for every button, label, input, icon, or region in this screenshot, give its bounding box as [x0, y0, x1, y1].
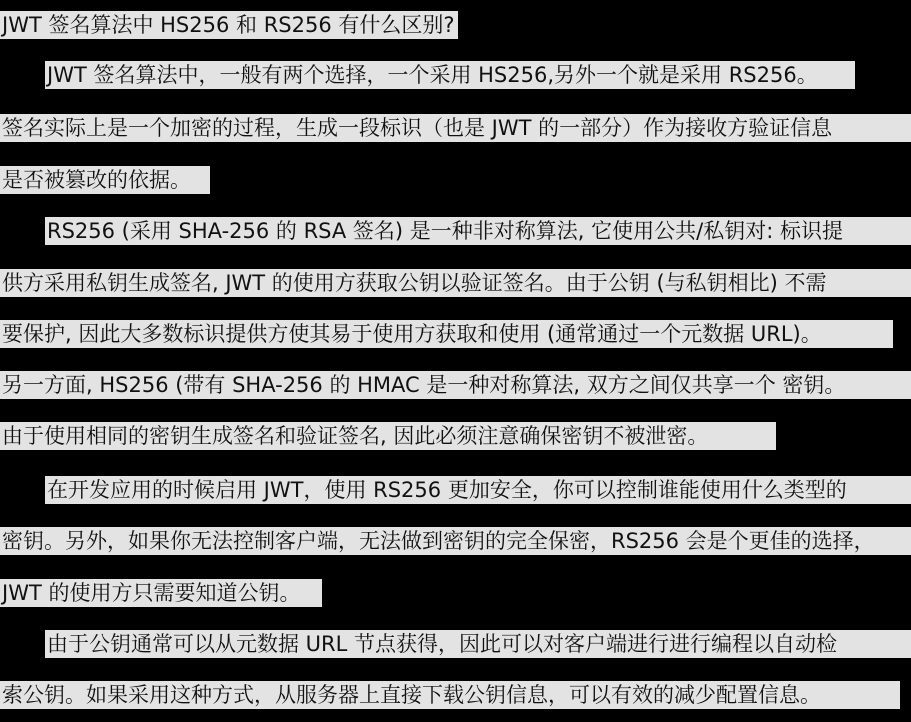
paragraph-line: JWT 的使用方只需要知道公钥。 [0, 579, 322, 607]
paragraph-line: RS256 (采用 SHA-256 的 RSA 签名) 是一种非对称算法, 它使用公共/私钥对: 标识提 [45, 217, 911, 245]
paragraph-line: 签名实际上是一个加密的过程，生成一段标识（也是 JWT 的一部分）作为接收方验证信息 [0, 114, 911, 142]
paragraph-line: 索公钥。如果采用这种方式，从服务器上直接下载公钥信息，可以有效的减少配置信息。 [0, 681, 900, 709]
paragraph-line: 在开发应用的时候启用 JWT，使用 RS256 更加安全，你可以控制谁能使用什么类型的 [45, 476, 911, 504]
paragraph-line: 由于公钥通常可以从元数据 URL 节点获得，因此可以对客户端进行进行编程以自动检 [45, 630, 911, 658]
paragraph-line: 密钥。另外，如果你无法控制客户端，无法做到密钥的完全保密，RS256 会是个更佳的选择， [0, 527, 911, 555]
paragraph-line: 要保护, 因此大多数标识提供方使其易于使用方获取和使用 (通常通过一个元数据 URL)。 [0, 320, 893, 348]
paragraph-line: 另一方面, HS256 (带有 SHA-256 的 HMAC 是一种对称算法, 双方之间仅共享一个 密钥。 [0, 371, 911, 399]
paragraph-line: 由于使用相同的密钥生成签名和验证签名, 因此必须注意确保密钥不被泄密。 [0, 422, 776, 450]
document-title: JWT 签名算法中 HS256 和 RS256 有什么区别? [0, 11, 458, 39]
paragraph-line: 是否被篡改的依据。 [0, 166, 210, 194]
paragraph-line: 供方采用私钥生成签名, JWT 的使用方获取公钥以验证签名。由于公钥 (与私钥相比) 不需 [0, 269, 911, 297]
paragraph-line: JWT 签名算法中，一般有两个选择，一个采用 HS256,另外一个就是采用 RS256。 [45, 61, 855, 89]
